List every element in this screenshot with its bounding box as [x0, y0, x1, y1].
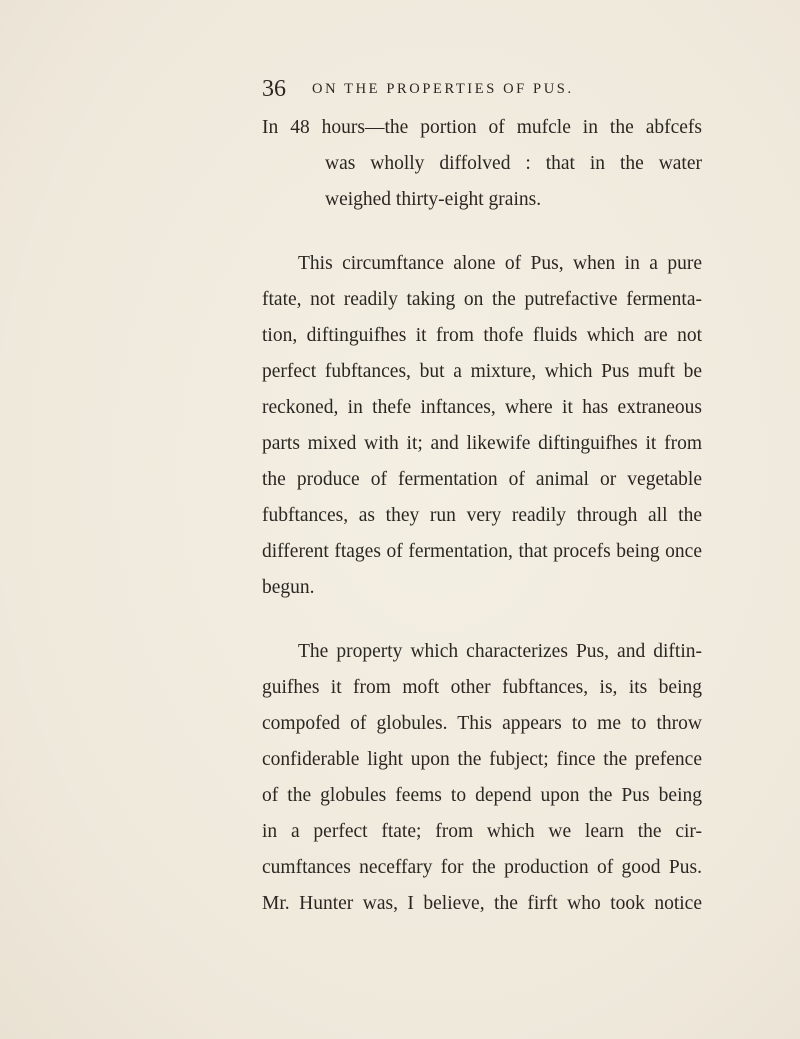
text-line: This circumftance alone of Pus, when in a pure: [298, 253, 702, 274]
text-line: cumftances neceffary for the production of good Pus.: [262, 857, 702, 878]
text-line: confiderable light upon the fubject; fince the prefence: [262, 749, 702, 770]
text-line: parts mixed with it; and likewife diftinguifhes it from: [262, 433, 702, 454]
running-head: ON THE PROPERTIES OF PUS.: [312, 81, 574, 97]
text-line: guifhes it from moft other fubftances, is, its being: [262, 677, 702, 698]
text-line: ftate, not readily taking on the putrefactive fermenta-: [262, 289, 702, 310]
text-line: was wholly diffolved : that in the water: [325, 153, 702, 174]
text-line: reckoned, in thefe inftances, where it has extraneous: [262, 397, 702, 418]
text-line: of the globules feems to depend upon the Pus being: [262, 785, 702, 806]
text-line: in a perfect ftate; from which we learn the cir-: [262, 821, 702, 842]
text-line: perfect fubftances, but a mixture, which Pus muft be: [262, 361, 702, 382]
text-line: the produce of fermentation of animal or vegetable: [262, 469, 702, 490]
text-line: tion, diftinguifhes it from thofe fluids which are not: [262, 325, 702, 346]
text-line: In 48 hours—the portion of mufcle in the abfcefs: [262, 117, 702, 138]
text-line: weighed thirty-eight grains.: [325, 189, 542, 210]
text-line: The property which characterizes Pus, and diftin-: [298, 641, 702, 662]
text-line: begun.: [262, 577, 315, 598]
page-header: [262, 76, 702, 106]
text-line: fubftances, as they run very readily through all the: [262, 505, 702, 526]
page-number: 36: [262, 76, 286, 102]
text-line: compofed of globules. This appears to me to throw: [262, 713, 702, 734]
text-line: different ftages of fermentation, that procefs being once: [262, 541, 702, 562]
text-line: Mr. Hunter was, I believe, the firft who took notice: [262, 893, 702, 914]
